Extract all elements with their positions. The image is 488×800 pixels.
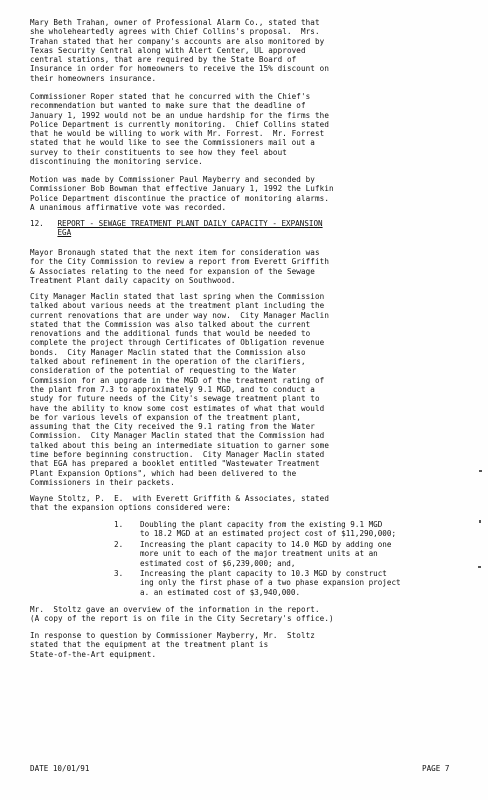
option-text: [140, 540, 470, 568]
paragraph-maclin: [30, 292, 466, 487]
text-line: to 18.2 MGD at an estimated project cost of $11,290,000;: [140, 529, 397, 539]
option-number: 1.: [114, 520, 124, 529]
text-line: stated that the equipment at the treatment plant is: [30, 640, 269, 650]
text-line: Police Department is currently monitoring. Chief Collins stated: [30, 119, 329, 129]
section-title: REPORT - SEWAGE TREATMENT PLANT DAILY CAPACITY - EXPANSION: [57, 219, 323, 228]
section-heading-line: [30, 219, 466, 228]
text-line: Motion was made by Commissioner Paul Mayberry and seconded by: [30, 175, 315, 184]
paragraph-mayberry-question: [30, 631, 466, 659]
footer-date: DATE 10/01/91: [30, 764, 90, 773]
text-line: Increasing the plant capacity to 14.0 MGD by adding one: [140, 540, 392, 549]
text-line: more unit to each of the major treatment units at an: [140, 549, 378, 559]
text-line: assuming that the City received the 9.1 rating from the Water: [30, 422, 315, 432]
option-text: [140, 569, 470, 597]
text-line: time before beginning construction. City Manager Maclin stated: [30, 450, 325, 460]
text-line: a. an estimated cost of $3,940,000.: [140, 587, 301, 597]
text-line: Mr. Stoltz gave an overview of the information in the report.: [30, 605, 320, 614]
text-line: Increasing the plant capacity to 10.3 MGD by construct: [140, 569, 387, 578]
text-line: January 1, 1992 would not be an undue hardship for the firms the: [30, 110, 329, 120]
text-line: have the ability to know some cost estimates of what that would: [30, 403, 325, 413]
paragraph-bronaugh: [30, 248, 466, 285]
text-line: Commissioner Roper stated that he concurred with the Chief's: [30, 92, 311, 101]
scan-artifact: [479, 470, 482, 472]
text-line: Insurance in order for homeowners to receive the 15% discount on: [30, 64, 329, 74]
text-line: Commissioners in their packets.: [30, 477, 175, 487]
scan-artifact: [479, 520, 481, 523]
option-text: [140, 520, 470, 539]
option-number: 3.: [114, 569, 124, 578]
text-line: consideration of the potential of requesting to the Water: [30, 366, 297, 376]
text-line: for the City Commission to review a report from Everett Griffith: [30, 257, 329, 267]
text-line: bonds. City Manager Maclin stated that the Commission also: [30, 347, 306, 357]
text-line: Commission for an upgrade in the MGD of the treatment rating of: [30, 375, 325, 385]
text-line: stated that the Commission was also talked about the current: [30, 319, 311, 329]
text-line: State-of-the-Art equipment.: [30, 649, 157, 659]
paragraph-trahan: [30, 18, 466, 83]
paragraph-roper: [30, 92, 466, 166]
text-line: stated that he would like to see the Commissioners mail out a: [30, 138, 315, 148]
text-line: that the expansion options considered were:: [30, 503, 231, 513]
text-line: talked about this being an intermediate situation to garner some: [30, 440, 329, 450]
text-line: Wayne Stoltz, P. E. with Everett Griffith & Associates, stated: [30, 494, 329, 503]
text-line: current renovations that are under way now. City Manager Maclin: [30, 310, 329, 320]
text-line: Doubling the plant capacity from the existing 9.1 MGD: [140, 520, 383, 529]
option-item-3: [30, 569, 466, 598]
text-line: be for various levels of expansion of the treatment plant,: [30, 412, 301, 422]
text-line: In response to question by Commissioner Mayberry, Mr. Stoltz: [30, 631, 315, 640]
text-line: their homeowners insurance.: [30, 73, 157, 83]
text-line: discontinuing the monitoring service.: [30, 157, 203, 167]
text-line: that EGA has prepared a booklet entitled "Wastewater Treatment: [30, 459, 320, 469]
text-line: Police Department discontinue the practice of monitoring alarms.: [30, 193, 329, 203]
paragraph-report-overview: [30, 605, 466, 624]
text-line: (A copy of the report is on file in the City Secretary's office.): [30, 614, 334, 624]
section-number: 12.: [30, 219, 44, 228]
text-line: central stations, that are required by the State Board of: [30, 55, 297, 65]
option-item-1: [30, 520, 466, 540]
text-line: estimated cost of $6,239,000; and,: [140, 558, 296, 568]
text-line: Plant Expansion Options", which had been delivered to the: [30, 468, 297, 478]
text-line: complete the project through Certificates of Obligation revenue: [30, 338, 325, 348]
text-line: City Manager Maclin stated that last spring when the Commission: [30, 292, 325, 301]
text-line: Commissioner Bob Bowman that effective January 1, 1992 the Lufkin: [30, 184, 334, 194]
text-line: the plant from 7.3 to approximately 9.1 MGD, and to conduct a: [30, 384, 315, 394]
text-line: A unanimous affirmative vote was recorded.: [30, 202, 227, 212]
text-line: recommendation but wanted to make sure that the deadline of: [30, 101, 306, 111]
text-line: study for future needs of the City's sewage treatment plant to: [30, 394, 320, 404]
paragraph-motion: [30, 175, 466, 212]
text-line: Commission. City Manager Maclin stated that the Commission had: [30, 431, 325, 441]
footer-page-number: PAGE 7: [422, 764, 450, 773]
scan-artifact: [478, 566, 481, 568]
option-number: 2.: [114, 540, 124, 549]
text-line: & Associates relating to the need for expansion of the Sewage: [30, 266, 315, 276]
text-line: Trahan stated that her company's accounts are also monitored by: [30, 36, 325, 46]
section-heading-line: [30, 228, 466, 237]
text-line: Mayor Bronaugh stated that the next item for consideration was: [30, 248, 320, 257]
text-line: renovations and the additional funds that would be needed to: [30, 329, 311, 339]
section-title-continued: EGA: [57, 228, 72, 238]
text-line: Treatment Plant daily capacity on Southwood.: [30, 275, 236, 285]
text-line: talked about various needs at the treatment plant including the: [30, 301, 325, 311]
text-line: ing only the first phase of a two phase expansion project: [140, 578, 401, 588]
paragraph-stoltz-intro: [30, 494, 466, 513]
text-line: talked about refinement in the operation of the clarifiers,: [30, 357, 306, 367]
option-item-2: [30, 540, 466, 569]
text-line: Texas Security Central along with Alert Center, UL approved: [30, 45, 306, 55]
text-line: survey to their constituents to see how they feel about: [30, 147, 287, 157]
text-line: that he would be willing to work with Mr. Forrest. Mr. Forrest: [30, 129, 325, 139]
section-heading: [30, 219, 466, 238]
text-line: she wholeheartedly agrees with Chief Collins's proposal. Mrs.: [30, 27, 320, 37]
text-line: Mary Beth Trahan, owner of Professional Alarm Co., stated that: [30, 18, 320, 27]
